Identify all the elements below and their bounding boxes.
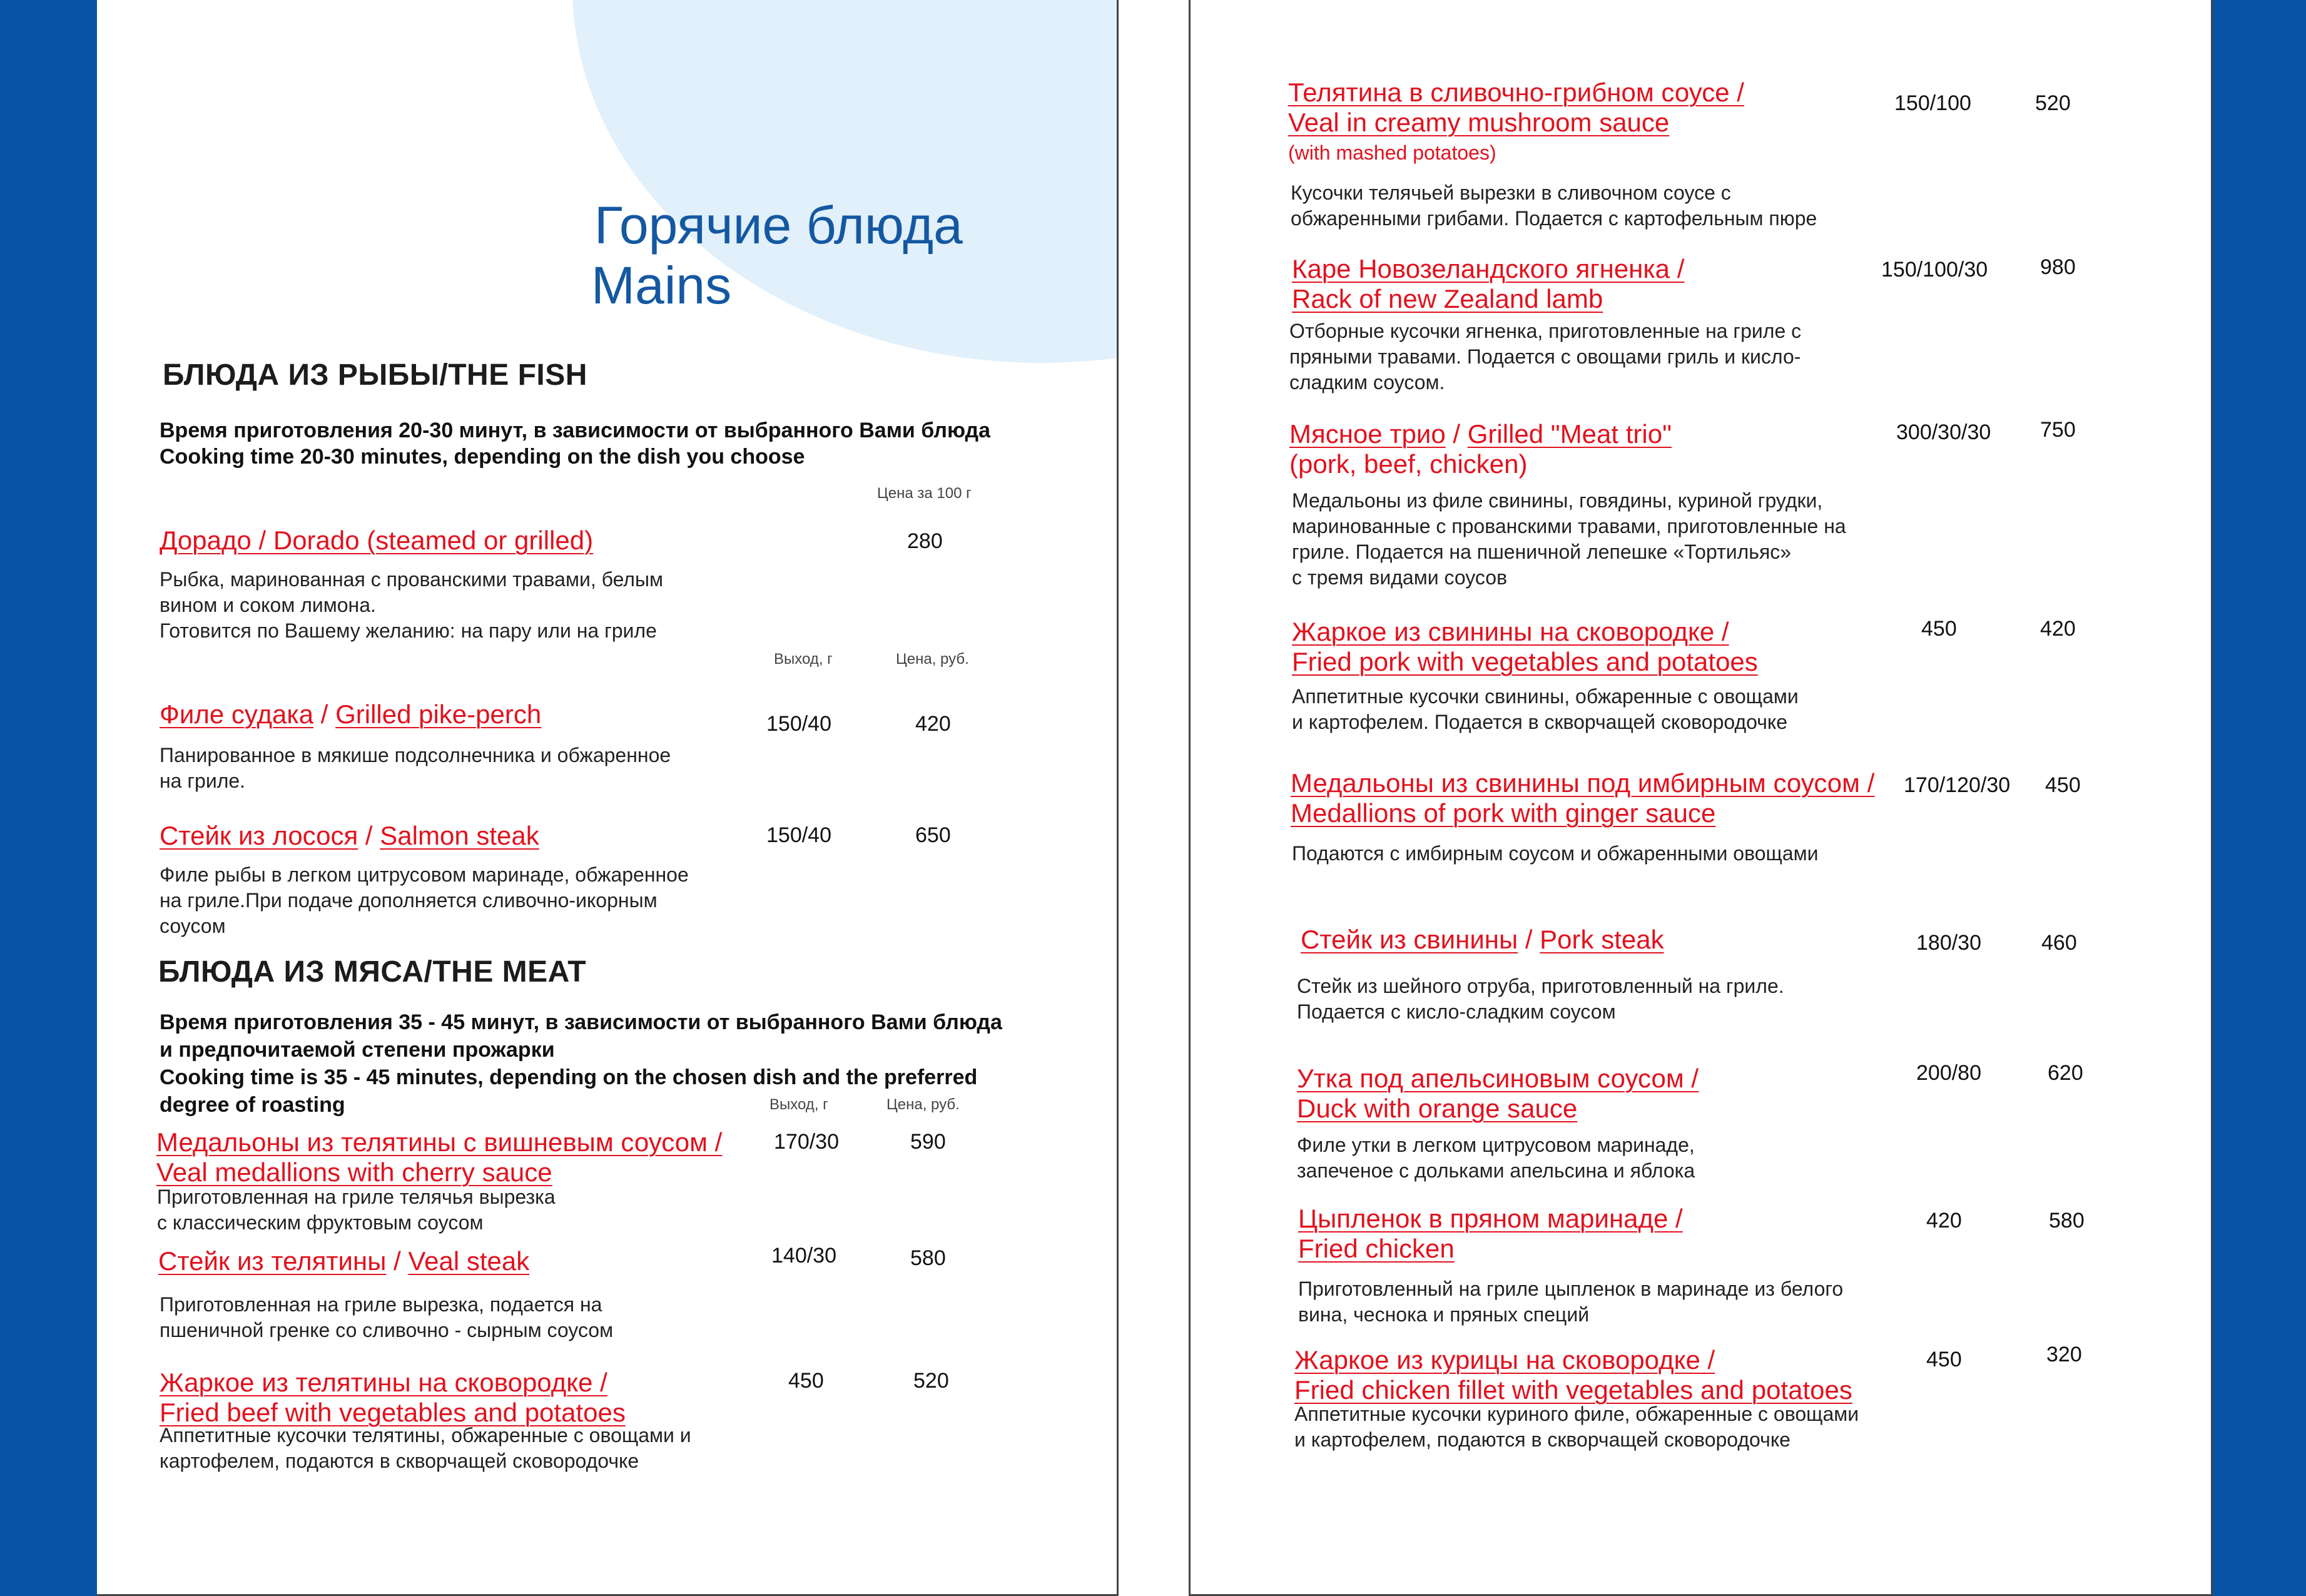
dish-yield-salmon: 150/40 bbox=[766, 823, 831, 847]
price-per-100-header: Цена за 100 г bbox=[877, 485, 972, 502]
page-title-en: Mains bbox=[591, 256, 732, 315]
dish-price-meat-trio: 750 bbox=[2040, 418, 2076, 442]
dish-description-pork-steak: Стейк из шейного отруба, приготовленный на гриле. Подается с кисло-сладким соусом bbox=[1297, 975, 1784, 1023]
dish-price-duck: 620 bbox=[2048, 1061, 2083, 1085]
dish-yield-duck: 200/80 bbox=[1916, 1061, 1981, 1085]
dish-price-chicken-fillet: 320 bbox=[2046, 1343, 2082, 1366]
dish-title-veal-medallions: Медальоны из телятины с вишневым соусом / Veal medallions with cherry sauce bbox=[156, 1127, 723, 1187]
dish-title-chicken-fillet: Жаркое из курицы на сковородке / Fried chicken fillet with vegetables and potatoes bbox=[1294, 1345, 1852, 1405]
dish-title-veal-mushroom: Телятина в сливочно-грибном соусе / Veal in creamy mushroom sauce (with mashed potatoes) bbox=[1288, 78, 1744, 164]
dish-price-pork-steak: 460 bbox=[2041, 931, 2077, 955]
dish-price-veal-mushroom: 520 bbox=[2035, 91, 2071, 115]
dish-description-pike-perch: Панированное в мякише подсолнечника и обжаренное на гриле. bbox=[160, 744, 671, 792]
dish-description-rack-of-lamb: Отборные кусочки ягненка, приготовленные на гриле с пряными травами. Подается с овощами гриль и кисло- сладким соусом. bbox=[1289, 320, 1802, 394]
dish-price-dorado: 280 bbox=[907, 529, 943, 553]
dish-price-veal-medallions: 590 bbox=[910, 1130, 946, 1154]
dish-title-veal-steak: Стейк из телятины / Veal steak bbox=[158, 1246, 530, 1276]
page-gutter bbox=[1119, 0, 1189, 1596]
dish-description-veal-mushroom: Кусочки телячьей вырезки в сливочном соусе с обжаренными грибами. Подается с картофельным пюре bbox=[1291, 181, 1817, 230]
fish-cooking-note-ru: Время приготовления 20-30 минут, в зависимости от выбранного Вами блюда bbox=[160, 419, 991, 442]
dish-description-salmon: Филе рыбы в легком цитрусовом маринаде, обжаренное на гриле.При подаче дополняется сливочно-икорным соусом bbox=[160, 863, 689, 937]
dish-yield-veal-medallions: 170/30 bbox=[774, 1130, 839, 1154]
dish-description-fried-chicken: Приготовленный на гриле цыпленок в маринаде из белого вина, чеснока и пряных специй bbox=[1298, 1278, 1844, 1326]
fish-cooking-note-en: Cooking time 20-30 minutes, depending on the dish you choose bbox=[160, 445, 805, 469]
dish-title-pike-perch: Филе судака / Grilled pike-perch bbox=[160, 699, 542, 729]
dish-description-meat-trio: Медальоны из филе свинины, говядины, куриной грудки, маринованные с прованскими травами, приготовленные на гриле. Подается на пшеничной лепешке «Тортильяс» с тремя видами соусов bbox=[1292, 489, 1846, 589]
dish-description-fried-pork: Аппетитные кусочки свинины, обжаренные с овощами и картофелем. Подается в скворчащей сковородочке bbox=[1292, 685, 1799, 733]
dish-description-veal-medallions: Приготовленная на гриле телячья вырезка с классическим фруктовым соусом bbox=[157, 1186, 556, 1234]
dish-price-veal-steak: 580 bbox=[910, 1246, 946, 1270]
dish-title-pork-medallions: Медальоны из свинины под имбирным соусом / Medallions of pork with ginger sauce bbox=[1291, 768, 1875, 828]
dish-description-duck: Филе утки в легком цитрусовом маринаде, запеченое с дольками апельсина и яблока bbox=[1297, 1134, 1695, 1182]
dish-title-duck: Утка под апельсиновым соусом / Duck with orange sauce bbox=[1297, 1064, 1699, 1123]
page-title-ru: Горячие блюда bbox=[594, 196, 963, 255]
dish-price-salmon: 650 bbox=[915, 823, 951, 847]
dish-yield-meat-trio: 300/30/30 bbox=[1896, 420, 1991, 444]
dish-yield-fried-beef: 450 bbox=[788, 1369, 824, 1393]
dish-title-fried-pork: Жаркое из свинины на сковородке / Fried pork with vegetables and potatoes bbox=[1292, 617, 1758, 676]
left-blue-band bbox=[0, 0, 97, 1596]
dish-price-pork-medallions: 450 bbox=[2045, 773, 2081, 797]
meat-yield-column-header: Выход, г bbox=[770, 1096, 828, 1113]
meat-price-column-header: Цена, руб. bbox=[886, 1096, 960, 1113]
dish-price-fried-chicken: 580 bbox=[2049, 1209, 2085, 1233]
dish-title-pork-steak: Стейк из свинины / Pork steak bbox=[1301, 925, 1664, 954]
dish-description-pork-medallions: Подаются с имбирным соусом и обжаренными овощами bbox=[1292, 842, 1819, 865]
dish-yield-pike-perch: 150/40 bbox=[766, 712, 831, 736]
dish-description-chicken-fillet: Аппетитные кусочки куриного филе, обжаренные с овощами и картофелем, подаются в скворчащей сковородочке bbox=[1294, 1403, 1859, 1451]
dish-price-fried-pork: 420 bbox=[2040, 617, 2076, 641]
menu-page-right bbox=[1189, 0, 2213, 1596]
fish-section-heading: БЛЮДА ИЗ РЫБЫ/THE FISH bbox=[163, 358, 587, 392]
dish-title-fried-beef: Жаркое из телятины на сковородке / Fried beef with vegetables and potatoes bbox=[160, 1368, 626, 1427]
dish-yield-fried-chicken: 420 bbox=[1926, 1209, 1962, 1233]
dish-price-pike-perch: 420 bbox=[915, 712, 951, 736]
dish-price-fried-beef: 520 bbox=[913, 1369, 949, 1393]
dish-yield-fried-pork: 450 bbox=[1921, 617, 1957, 641]
dish-price-rack-of-lamb: 980 bbox=[2040, 255, 2076, 279]
dish-yield-rack-of-lamb: 150/100/30 bbox=[1881, 258, 1988, 282]
dish-name-dorado: Дорадо / Dorado (steamed or grilled) bbox=[160, 526, 594, 555]
dish-title-fried-chicken: Цыпленок в пряном маринаде / Fried chicken bbox=[1298, 1204, 1683, 1263]
meat-cooking-note-en: Cooking time is 35 - 45 minutes, depending on the chosen dish and the preferred degree of roasting bbox=[160, 1065, 978, 1117]
dish-description-veal-steak: Приготовленная на гриле вырезка, подается на пшеничной гренке со сливочно - сырным соусом bbox=[160, 1293, 614, 1341]
right-blue-band bbox=[2211, 0, 2306, 1596]
dish-yield-pork-medallions: 170/120/30 bbox=[1904, 773, 2011, 797]
dish-title-rack-of-lamb: Каре Новозеландского ягненка / Rack of new Zealand lamb bbox=[1292, 254, 1685, 313]
meat-section-heading: БЛЮДА ИЗ МЯСА/THE MEAT bbox=[158, 955, 587, 989]
price-column-header: Цена, руб. bbox=[896, 651, 969, 668]
dish-title-salmon: Стейк из лосося / Salmon steak bbox=[160, 821, 539, 850]
dish-yield-veal-mushroom: 150/100 bbox=[1894, 91, 1971, 115]
menu-page-left bbox=[97, 0, 1119, 1596]
dish-description-fried-beef: Аппетитные кусочки телятины, обжаренные с овощами и картофелем, подаются в скворчащей сковородочке bbox=[160, 1424, 691, 1472]
yield-column-header: Выход, г bbox=[774, 651, 833, 668]
dish-yield-veal-steak: 140/30 bbox=[771, 1244, 836, 1268]
dish-title-meat-trio: Мясное трио / Grilled "Meat trio" (pork, beef, chicken) bbox=[1289, 419, 1672, 479]
dish-yield-chicken-fillet: 450 bbox=[1926, 1348, 1962, 1371]
dish-description-dorado: Рыбка, маринованная с прованскими травами, белым вином и соком лимона. Готовится по Вашему желанию: на пару или на гриле bbox=[160, 568, 663, 642]
dish-title-dorado bbox=[160, 526, 593, 556]
meat-cooking-note-ru: Время приготовления 35 - 45 минут, в зависимости от выбранного Вами блюда и предпочитаемой степени прожарки bbox=[160, 1010, 1002, 1062]
dish-yield-pork-steak: 180/30 bbox=[1916, 931, 1981, 955]
